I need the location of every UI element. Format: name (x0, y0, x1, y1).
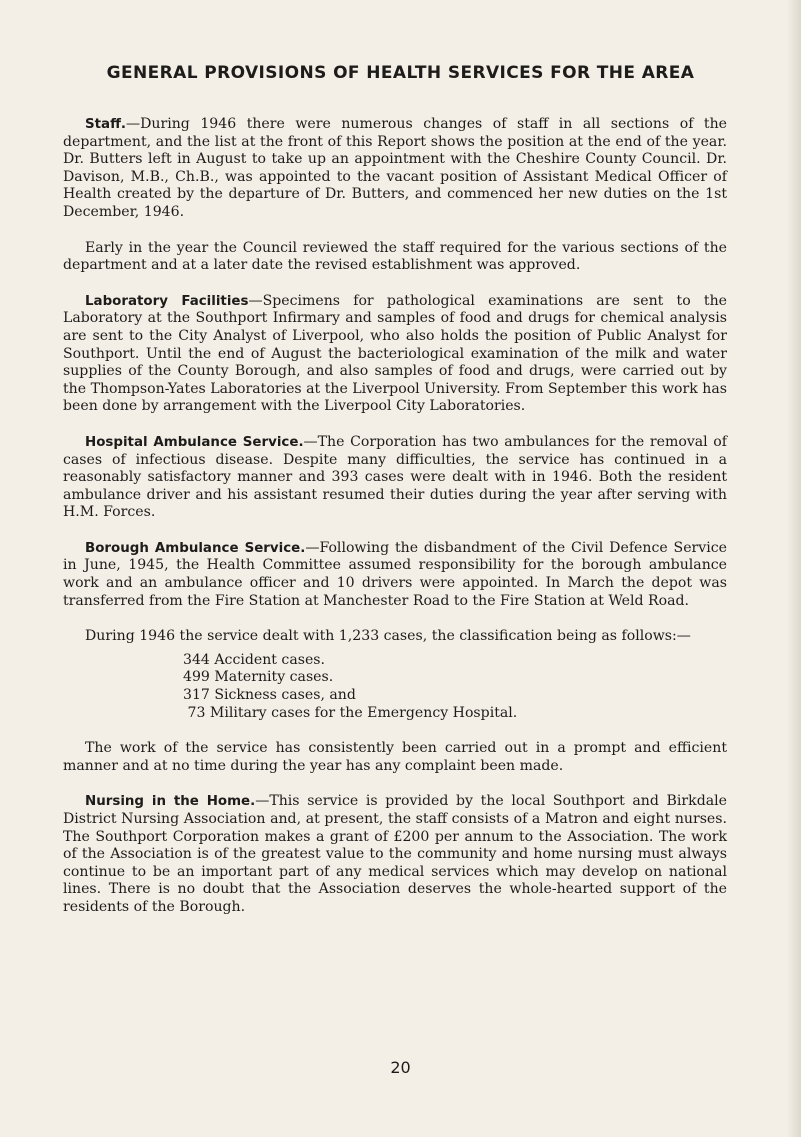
case-classification-list (63, 652, 727, 722)
hospital-ambulance-subheading: Hospital Ambulance Service. (85, 434, 304, 450)
borough-ambulance-paragraph (63, 540, 727, 610)
borough-ambulance-subheading: Borough Ambulance Service. (85, 540, 306, 556)
laboratory-paragraph (63, 293, 727, 416)
service-1946-text: During 1946 the service dealt with 1,233 cases, the classification being as follows:— (85, 628, 691, 645)
staff-review-text: Early in the year the Council reviewed the staff required for the various sections of the department and at a later date the revised establishment was approved. (63, 239, 727, 274)
staff-paragraph (63, 116, 727, 222)
service-work-text: The work of the service has consistently been carried out in a prompt and efficient manner and at no time during the year has any complaint been made. (63, 740, 727, 774)
page-number: 20 (390, 1058, 411, 1077)
list-item: 499 Maternity cases. (183, 669, 334, 686)
service-1946-paragraph (63, 628, 727, 646)
body-text (63, 116, 727, 935)
staff-text: —During 1946 there were numerous changes of staff in all sections of the department, and the list at the front of this Report shows the position at the end of the year. Dr. Butters left in August to take up an appointment with the Cheshire County Council. Dr. Davison, M.B., Ch.B., was appointed to the vacant position of Assistant Medical Officer of Health created by the departure of Dr. Butters, and commenced her new duties on the 1st December, 1946. (63, 116, 727, 220)
laboratory-subheading: Laboratory Facilities (85, 293, 249, 309)
nursing-subheading: Nursing in the Home. (85, 794, 256, 810)
borough-ambulance-text: —Following the disbandment of the Civil Defence Service in June, 1945, the Health Committee assumed responsibility for the borough ambulance work and an ambulance officer and 10 drivers were appointed. In March the depot was transferred from the Fire Station at Manchester Road to the Fire Station at Weld Road. (63, 539, 727, 609)
staff-subheading: Staff. (85, 117, 127, 132)
list-item: 344 Accident cases. (183, 651, 326, 668)
page-heading: GENERAL PROVISIONS OF HEALTH SERVICES FOR THE AREA (106, 63, 695, 83)
hospital-ambulance-paragraph (63, 434, 727, 522)
nursing-text: —This service is provided by the local Southport and Birkdale District Nursing Association and, at present, the staff consists of a Matron and eight nurses. The Southport Corporation makes a grant of £200 per annum to the Association. The work of the Association is of the greatest value to the community and home nursing must always continue to be an important part of any medical services which may develop on national lines. There is no doubt that the Association deserves the whole-hearted support of the residents of the Borough. (63, 793, 727, 915)
list-item: 317 Sickness cases, and (183, 687, 356, 704)
nursing-paragraph (63, 793, 727, 916)
service-work-paragraph (63, 740, 727, 775)
list-item: 73 Military cases for the Emergency Hospital. (183, 704, 518, 721)
hospital-ambulance-text: —The Corporation has two ambulances for the removal of cases of infectious disease. Despite many difficulties, the service has continued in a reasonably satisfactory manner and 393 cases were dealt with in 1946. Both the resident ambulance driver and his assistant resumed their duties during the year after serving with H.M. Forces. (63, 433, 727, 521)
laboratory-text: —Specimens for pathological examinations are sent to the Laboratory at the Southport Infirmary and samples of food and drugs for chemical analysis are sent to the City Analyst of Liverpool, who also holds the position of Public Analyst for Southport. Until the end of August the bacteriological examination of the milk and water supplies of the County Borough, and also samples of food and drugs, were carried out by the Thompson-Yates Laboratories at the Liverpool University. From September this work has been done by arrangement with the Liverpool City Laboratories. (63, 292, 727, 415)
staff-review-paragraph (63, 240, 727, 275)
page-edge-shadow (787, 0, 801, 1137)
